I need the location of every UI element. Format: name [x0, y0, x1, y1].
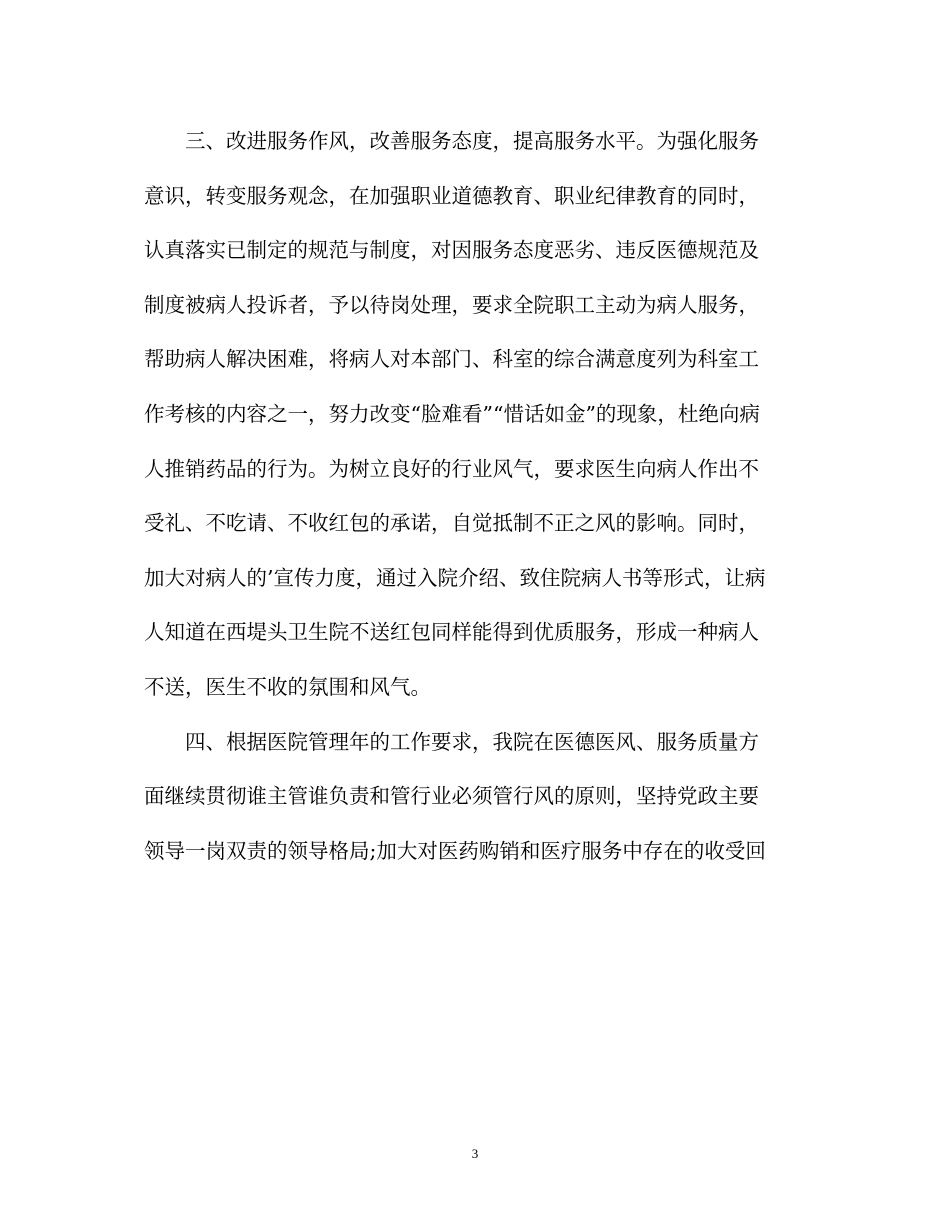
- paragraph-4-line-2: 面继续贯彻谁主管谁负责和管行业必须管行风的原则，坚持党政主要: [144, 784, 759, 809]
- paragraph-3-line-5: 帮助病人解决困难，将病人对本部门、科室的综合满意度列为科室工: [144, 347, 759, 372]
- paragraph-3-line-9: 加大对病人的’宣传力度，通过入院介绍、致住院病人书等形式，让病: [144, 565, 766, 590]
- paragraph-4-line-3: 领导一岗双责的领导格局;加大对医药购销和医疗服务中存在的收受回: [144, 838, 766, 863]
- page-number: 3: [471, 1146, 479, 1161]
- paragraph-3-line-6: 作考核的内容之一，努力改变“脸难看”“惜话如金”的现象，杜绝向病: [144, 401, 760, 426]
- paragraph-3-line-8: 受礼、不吃请、不收红包的承诺，自觉抵制不正之风的影响。同时，: [144, 511, 759, 536]
- paragraph-4-line-1: 四、根据医院管理年的工作要求，我院在医德医风、服务质量方: [185, 729, 759, 754]
- paragraph-3-line-10: 人知道在西堤头卫生院不送红包同样能得到优质服务，形成一种病人: [144, 620, 759, 645]
- paragraph-3-line-1: 三、改进服务作风，改善服务态度，提高服务水平。为强化服务: [185, 129, 759, 153]
- paragraph-3-line-3: 认真落实已制定的规范与制度，对因服务态度恶劣、违反医德规范及: [144, 238, 759, 263]
- paragraph-3-line-4: 制度被病人投诉者，予以待岗处理，要求全院职工主动为病人服务，: [144, 292, 759, 317]
- document-body: [144, 114, 804, 878]
- paragraph-3-line-2: 意识，转变服务观念，在加强职业道德教育、职业纪律教育的同时，: [144, 183, 759, 208]
- paragraph-3-line-7: 人推销药品的行为。为树立良好的行业风气，要求医生向病人作出不: [144, 456, 759, 481]
- paragraph-3-line-11: 不送，医生不收的氛围和风气。: [144, 674, 431, 699]
